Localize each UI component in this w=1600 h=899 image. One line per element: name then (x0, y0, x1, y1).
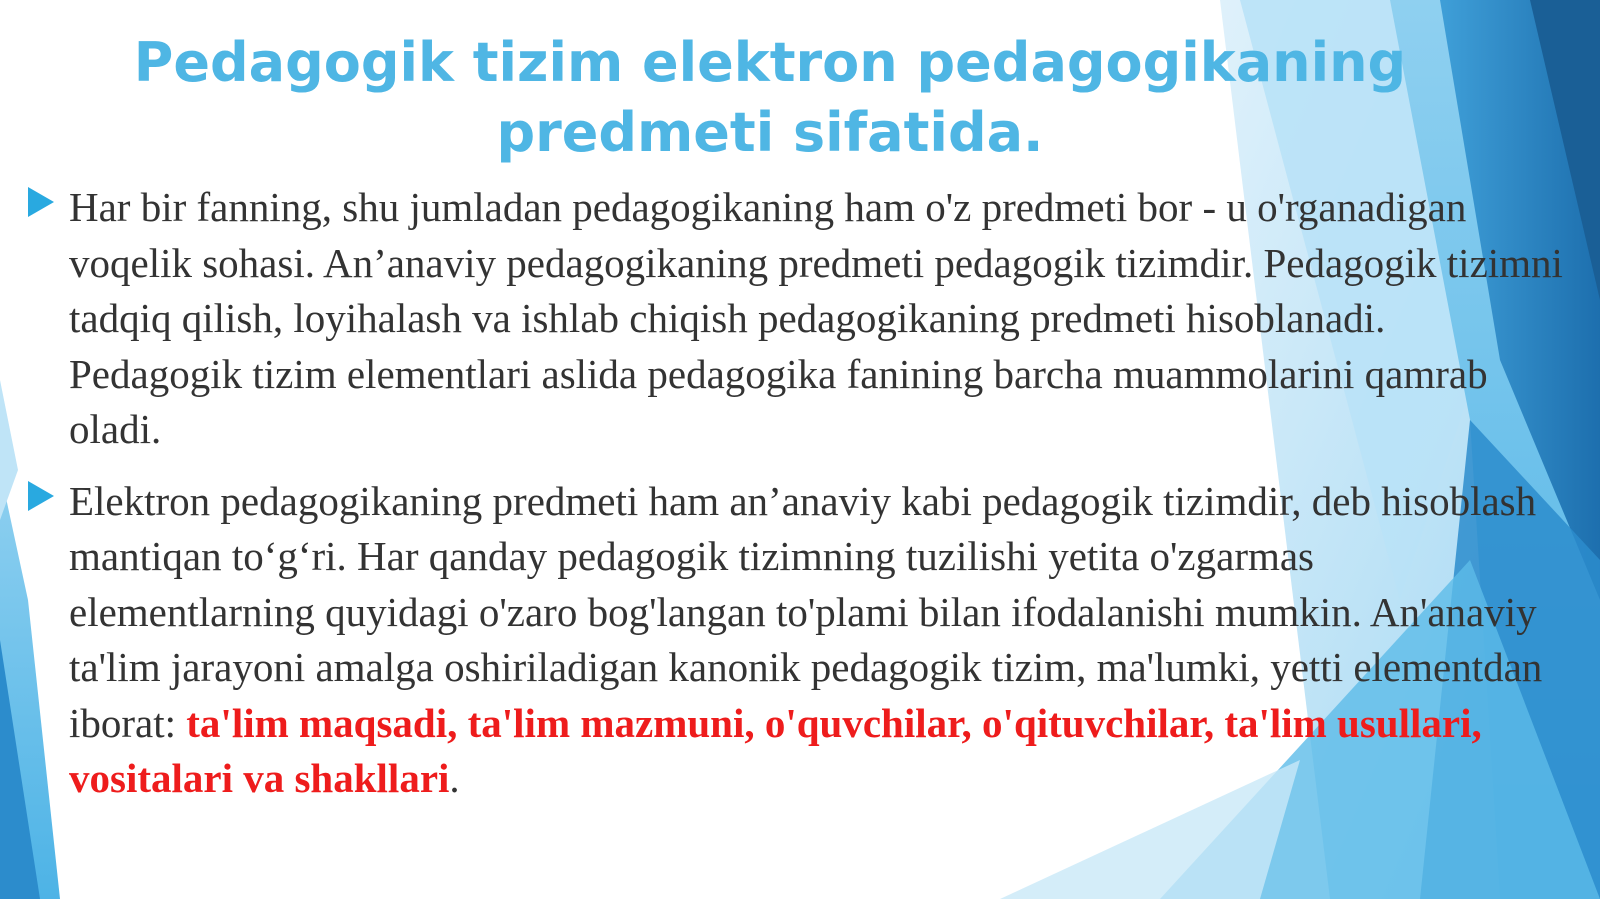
bullet-item-1 (28, 180, 1568, 458)
bullet-text-2: Elektron pedagogikaning predmeti ham an’anaviy kabi pedagogik tizimdir, deb hisoblash mantiqan to‘g‘ri. Har qanday pedagogik tizimning tuzilishi yetita o'zgarmas elementlarning quyidagi o'zaro bog'langan to'plami bilan ifodalanishi mumkin. An'anaviy ta'lim jarayoni amalga oshiriladigan kanonik pedagogik tizim, ma'lumki, yetti elementdan iborat: (69, 477, 1543, 746)
bullet-triangle-icon (28, 481, 54, 511)
bullet-triangle-icon (28, 187, 54, 217)
bullet-text-2-end: . (449, 755, 460, 801)
bullet-list (28, 180, 1568, 823)
bullet-text-1: Har bir fanning, shu jumladan pedagogikaning ham o'z predmeti bor - u o'rganadigan voqelik sohasi. An’anaviy pedagogikaning predmeti pedagogik tizimdir. Pedagogik tizimni tadqiq qilish, loyihalash va ishlab chiqish pedagogikaning predmeti hisoblanadi. Pedagogik tizim elementlari aslida pedagogika fanining barcha muammolarini qamrab oladi. (69, 184, 1563, 452)
bullet-item-2 (28, 474, 1568, 807)
highlighted-elements-list: ta'lim maqsadi, ta'lim mazmuni, o'quvchilar, o'qituvchilar, ta'lim usullari, vositalari va shakllari (69, 699, 1482, 801)
slide-title: Pedagogik tizim elektron pedagogikaning predmeti sifatida. (133, 31, 1407, 164)
